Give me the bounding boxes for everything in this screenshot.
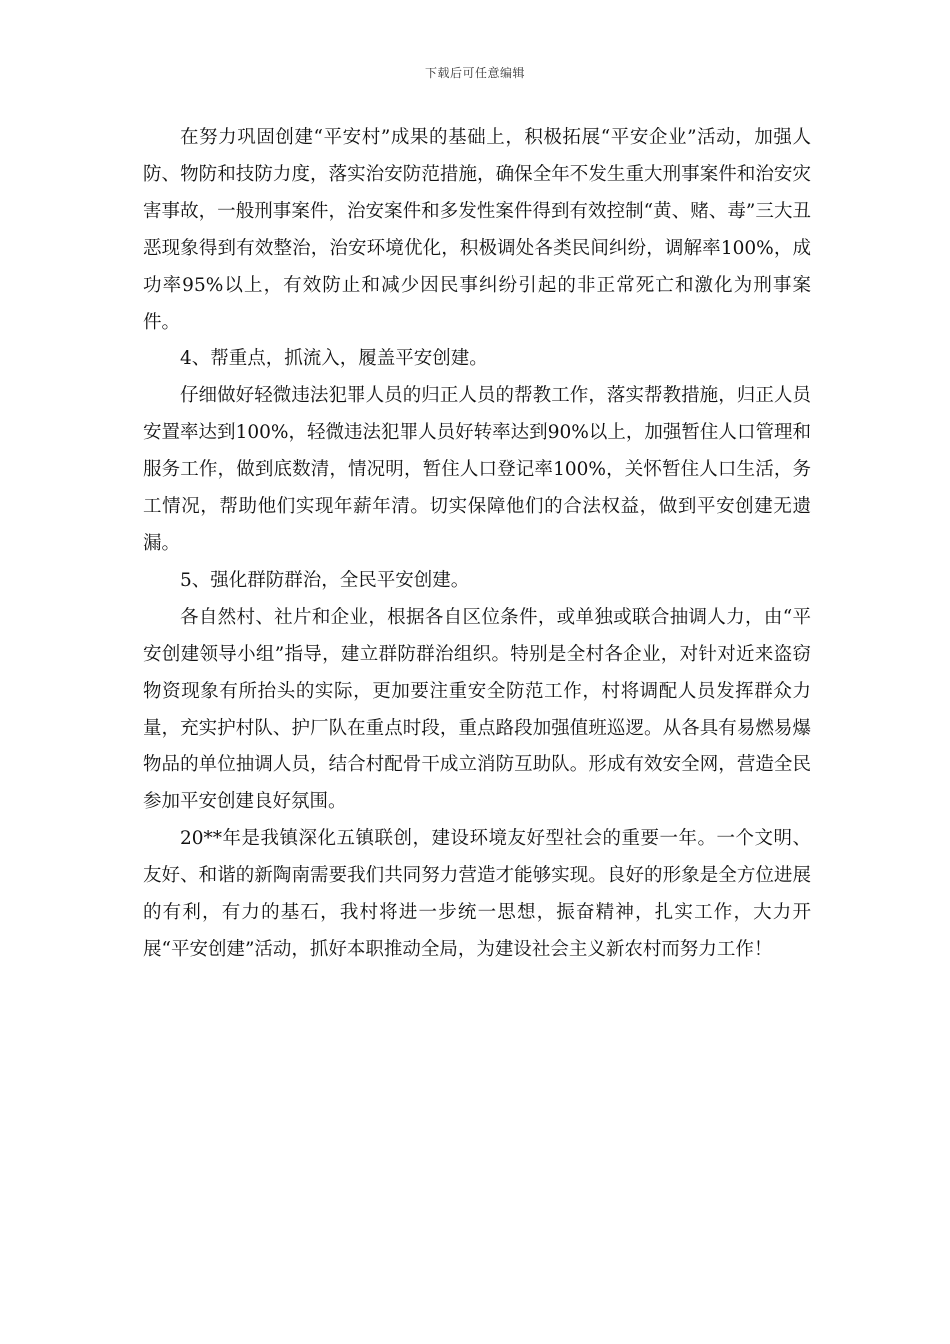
paragraph: 20**年是我镇深化五镇联创，建设环境友好型社会的重要一年。一个文明、友好、和谐的新陶南需要我们共同努力营造才能够实现。良好的形象是全方位进展的有利，有力的基石，我村将进一步统一思想，振奋精神，扎实工作，大力开展“平安创建”活动，抓好本职推动全局，为建设社会主义新农村而努力工作！ xyxy=(143,828,811,960)
section-heading: 5、强化群防群治，全民平安创建。 xyxy=(180,569,470,591)
paragraph: 各自然村、社片和企业，根据各自区位条件，或单独或联合抽调人力，由“平安创建领导小组”指导，建立群防群治组织。特别是全村各企业，对针对近来盗窃物资现象有所抬头的实际，更加要注重安全防范工作，村将调配人员发挥群众力量，充实护村队、护厂队在重点时段，重点路段加强值班巡逻。从各具有易燃易爆物品的单位抽调人员，结合村配骨干成立消防互助队。形成有效安全网，营造全民参加平安创建良好氛围。 xyxy=(143,606,811,813)
paragraph: 仔细做好轻微违法犯罪人员的归正人员的帮教工作，落实帮教措施，归正人员安置率达到100%，轻微违法犯罪人员好转率达到90%以上，加强暂住人口管理和服务工作，做到底数清，情况明，暂住人口登记率100%，关怀暂住人口生活，务工情况，帮助他们实现年薪年清。切实保障他们的合法权益，做到平安创建无遗漏。 xyxy=(143,385,811,554)
document-body xyxy=(143,120,811,969)
section-heading: 4、帮重点，抓流入，履盖平安创建。 xyxy=(180,348,488,370)
header-note: 下载后可任意编辑 xyxy=(424,66,525,80)
paragraph: 在努力巩固创建“平安村”成果的基础上，积极拓展“平安企业”活动，加强人防、物防和技防力度，落实治安防范措施，确保全年不发生重大刑事案件和治安灾害事故，一般刑事案件，治安案件和多发性案件得到有效控制“黄、赌、毒”三大丑恶现象得到有效整治，治安环境优化，积极调处各类民间纠纷，调解率100%，成功率95%以上，有效防止和减少因民事纠纷引起的非正常死亡和激化为刑事案件。 xyxy=(143,127,811,333)
